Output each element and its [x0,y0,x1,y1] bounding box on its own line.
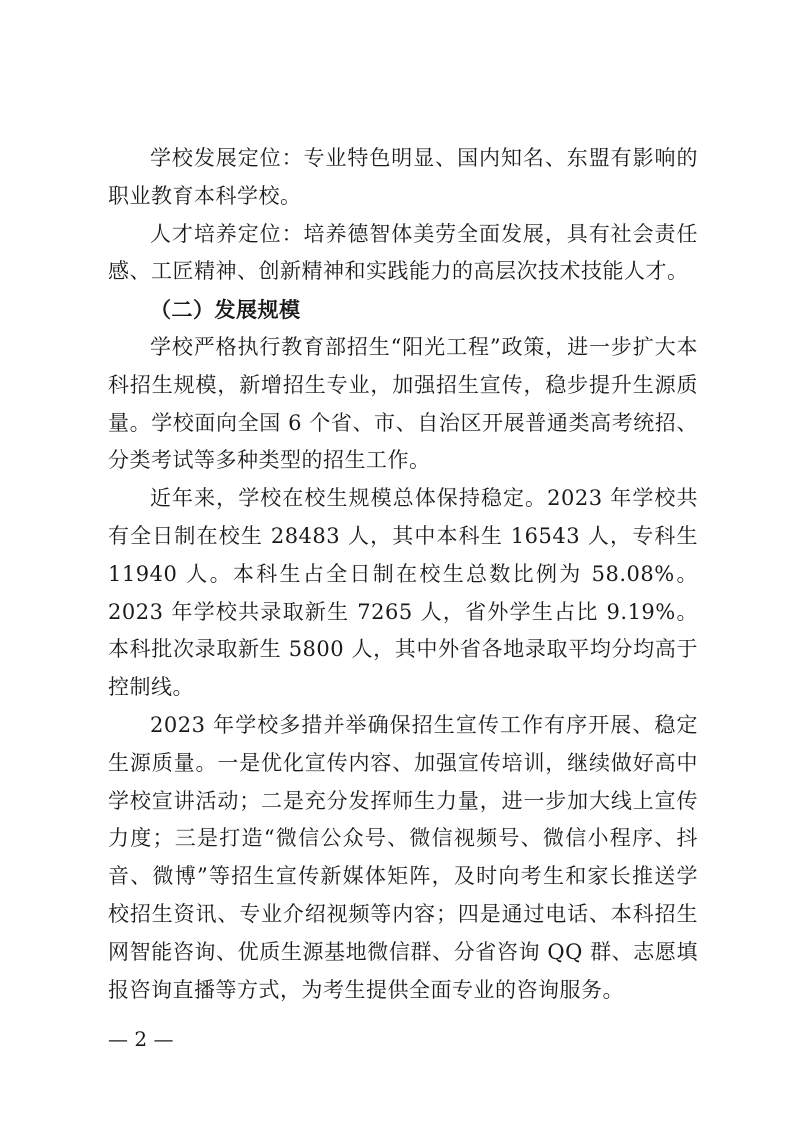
paragraph-school-positioning: 学校发展定位：专业特色明显、国内知名、东盟有影响的职业教育本科学校。 [108,146,698,208]
page-number: — 2 — [108,1027,174,1051]
section-heading-development-scale: （二）发展规模 [150,297,301,323]
paragraph-enrollment-policy: 学校严格执行教育部招生“阳光工程”政策，进一步扩大本科招生规模，新增招生专业，加强招生宣传，稳步提升生源质量。学校面向全国 6 个省、市、自治区开展普通类高考统招、分类考试等多种类型的招生工作。 [108,334,698,473]
paragraph-student-statistics: 近年来，学校在校生规模总体保持稳定。2023 年学校共有全日制在校生 28483 人，其中本科生 16543 人，专科生 11940 人。本科生占全日制在校生总数比例为 58.08%。2023 年学校共录取新生 7265 人，省外学生占比 9.19%。本科批次录取新生 5800 人，其中外省各地录取平均分均高于控制线。 [108,486,698,700]
document-body [108,140,698,1009]
paragraph-talent-positioning: 人才培养定位：培养德智体美劳全面发展，具有社会责任感、工匠精神、创新精神和实践能力的高层次技术技能人才。 [108,221,698,284]
paragraph-recruitment-publicity: 2023 年学校多措并举确保招生宣传工作有序开展、稳定生源质量。一是优化宣传内容、加强宣传培训，继续做好高中学校宣讲活动；二是充分发挥师生力量，进一步加大线上宣传力度；三是打造“微信公众号、微信视频号、微信小程序、抖音、微博”等招生宣传新媒体矩阵，及时向考生和家长推送学校招生资讯、专业介绍视频等内容；四是通过电话、本科招生网智能咨询、优质生源基地微信群、分省咨询 QQ 群、志愿填报咨询直播等方式，为考生提供全面专业的咨询服务。 [108,712,698,1002]
